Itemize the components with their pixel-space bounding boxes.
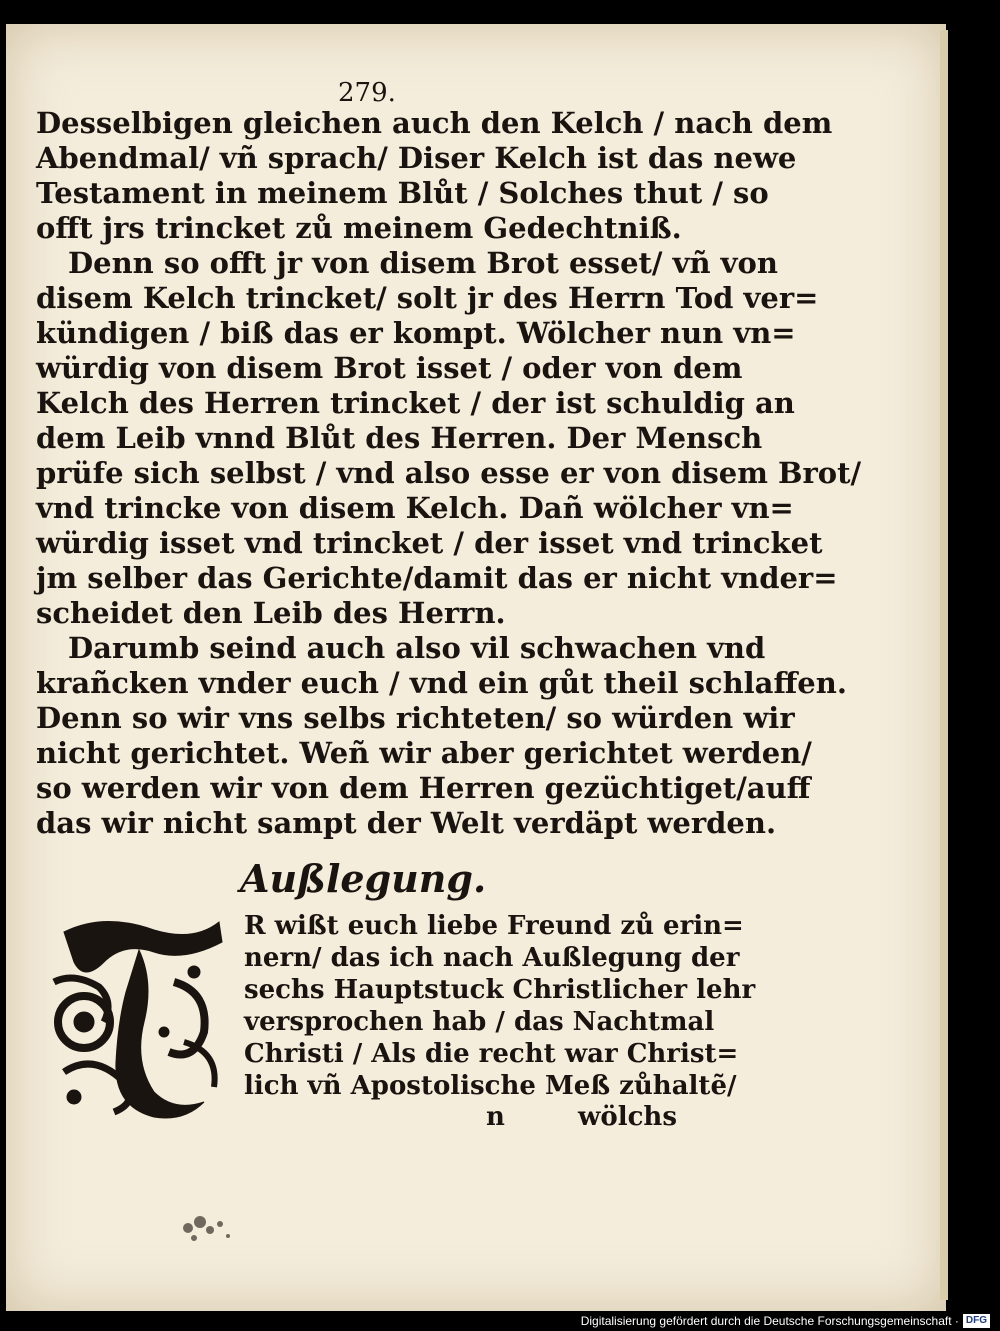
text-line: jm selber das Gerichte/damit das er nicht vnder= [36,561,838,595]
text-line: versprochen hab / das Nachtmal [244,1007,715,1037]
text-line: R wißt euch liebe Freund zů erin= [244,911,744,941]
page-number: 279. [338,78,396,108]
initial-paragraph [244,910,756,1102]
text-line: lich vñ Apostolische Meß zůhaltẽ/ [244,1071,737,1101]
credit-text: Digitalisierung gefördert durch die Deutsche Forschungsgemeinschaft · [580,1314,959,1328]
catchword: wölchs [578,1102,677,1132]
text-line: das wir nicht sampt der Welt verdäpt werden. [36,806,777,840]
dfg-logo[interactable]: DFG [963,1314,990,1328]
text-line: würdig von disem Brot isset / oder von dem [36,351,743,385]
text-line: so werden wir von dem Herren gezüchtiget/auff [36,771,811,805]
text-line: Abendmal/ vñ sprach/ Diser Kelch ist das newe [36,141,797,175]
text-line: Desselbigen gleichen auch den Kelch / nach dem [36,106,833,140]
text-line: Christi / Als die recht war Christ= [244,1039,739,1069]
text-line: Testament in meinem Blůt / Solches thut / so [36,176,769,210]
text-line: sechs Hauptstuck Christlicher lehr [244,975,756,1005]
text-line: scheidet den Leib des Herrn. [36,596,506,630]
ink-blot-icon [176,1208,246,1248]
text-line: kündigen / biß das er kompt. Wölcher nun vn= [36,316,796,350]
text-line: Denn so wir vns selbs richteten/ so würden wir [36,701,795,735]
text-line: Denn so offt jr von disem Brot esset/ vñ von [68,246,778,280]
text-line: prüfe sich selbst / vnd also esse er von disem Brot/ [36,456,862,490]
signature-mark: n [486,1102,505,1132]
text-line: würdig isset vnd trincket / der isset vnd trincket [36,526,823,560]
text-line: vnd trincke von disem Kelch. Dañ wölcher vn= [36,491,794,525]
decorated-initial [44,912,234,1122]
text-line: krañcken vnder euch / vnd ein gůt theil schlaffen. [36,666,847,700]
text-line: offt jrs trincket zů meinem Gedechtniß. [36,211,682,245]
footer-credit [581,1313,990,1329]
text-line: nern/ das ich nach Außlegung der [244,943,740,973]
ornamental-initial-icon [44,912,234,1122]
text-line: nicht gerichtet. Weñ wir aber gerichtet werden/ [36,736,812,770]
text-line: dem Leib vnnd Blůt des Herren. Der Mensch [36,421,763,455]
section-heading: Außlegung. [240,856,487,901]
text-line: disem Kelch trincket/ solt jr des Herrn Tod ver= [36,281,819,315]
text-line: Kelch des Herren trincket / der ist schuldig an [36,386,795,420]
page-edge [940,30,948,1300]
text-line: Darumb seind auch also vil schwachen vnd [68,631,766,665]
body-text [36,106,862,841]
